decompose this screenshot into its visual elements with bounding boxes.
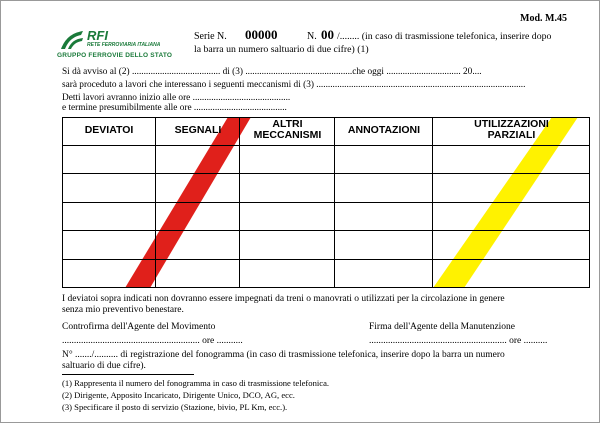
col-header-segnali: SEGNALI — [174, 124, 222, 136]
logo-group: GRUPPO FERROVIE DELLO STATO — [57, 52, 173, 59]
col-header-utilizzazioni: UTILIZZAZIONI — [474, 118, 549, 130]
col-header-annotazioni: ANNOTAZIONI — [347, 124, 421, 136]
registration-line-1: N° ......./.......... di registrazione del fonogramma (in caso di trasmissione telefonica, inserire dopo la barra un numero — [62, 350, 505, 360]
number-rest-2: la barra un numero saltuario di due cifre) (1) — [194, 44, 369, 55]
sign-right-line[interactable]: .......................................................... ore .......... — [369, 336, 548, 346]
notice-line-3: Detti lavori avranno inizio alle ore .......................................... — [62, 93, 291, 103]
notes-divider — [62, 374, 194, 375]
number-label: N. — [307, 31, 317, 42]
notice-line-1: Si dà avviso al (2) ...................................... di (3) ..............................................che oggi ................................ 20.... — [62, 67, 482, 77]
sign-left-line[interactable]: .......................................................... ore ........... — [62, 336, 243, 346]
rfi-logo — [57, 29, 187, 61]
number-value: 00 — [321, 27, 334, 42]
logo-subtitle: RETE FERROVIARIA ITALIANA — [87, 42, 161, 48]
registration-line-2: saltuario di due cifre). — [62, 361, 146, 371]
col-header-parziali: PARZIALI — [487, 129, 536, 141]
serie-value: 00000 — [245, 27, 278, 42]
col-header-altri: ALTRI — [272, 118, 303, 130]
note-1: (1) Rappresenta il numero del fonogramma in caso di trasmissione telefonica. — [62, 378, 330, 388]
notice-line-2: sarà proceduto a lavori che interessano i seguenti meccanismi di (3) .......................................................................................... — [62, 80, 526, 90]
serie-label: Serie N. — [194, 31, 227, 42]
note-3: (3) Specificare il posto di servizio (Stazione, bivio, PL Km, ecc.). — [62, 402, 288, 412]
col-header-meccanismi: MECCANISMI — [253, 129, 322, 141]
statement-line-1: I deviatoi sopra indicati non dovranno essere impegnati da treni o manovrati o utilizzati per la circolazione in genere — [62, 294, 505, 304]
mechanisms-table — [62, 117, 590, 288]
number-rest: /........ (in caso di trasmissione telefonica, inserire dopo — [337, 31, 552, 42]
notice-line-4: e termine presumibilmente alle ore ........................................ — [62, 103, 287, 113]
logo-brand: RFI — [87, 28, 108, 43]
note-2: (2) Dirigente, Apposito Incaricato, Dirigente Unico, DCO, AG, ecc. — [62, 390, 295, 400]
table-grid — [62, 117, 590, 288]
sign-left-label: Controfirma dell'Agente del Movimento — [62, 322, 216, 332]
mod-label: Mod. M.45 — [520, 13, 567, 24]
rfi-logo-icon — [57, 29, 85, 51]
col-header-deviatoi: DEVIATOI — [84, 124, 134, 136]
statement-line-2: senza mio preventivo benestare. — [62, 305, 184, 315]
sign-right-label: Firma dell'Agente della Manutenzione — [369, 322, 516, 332]
